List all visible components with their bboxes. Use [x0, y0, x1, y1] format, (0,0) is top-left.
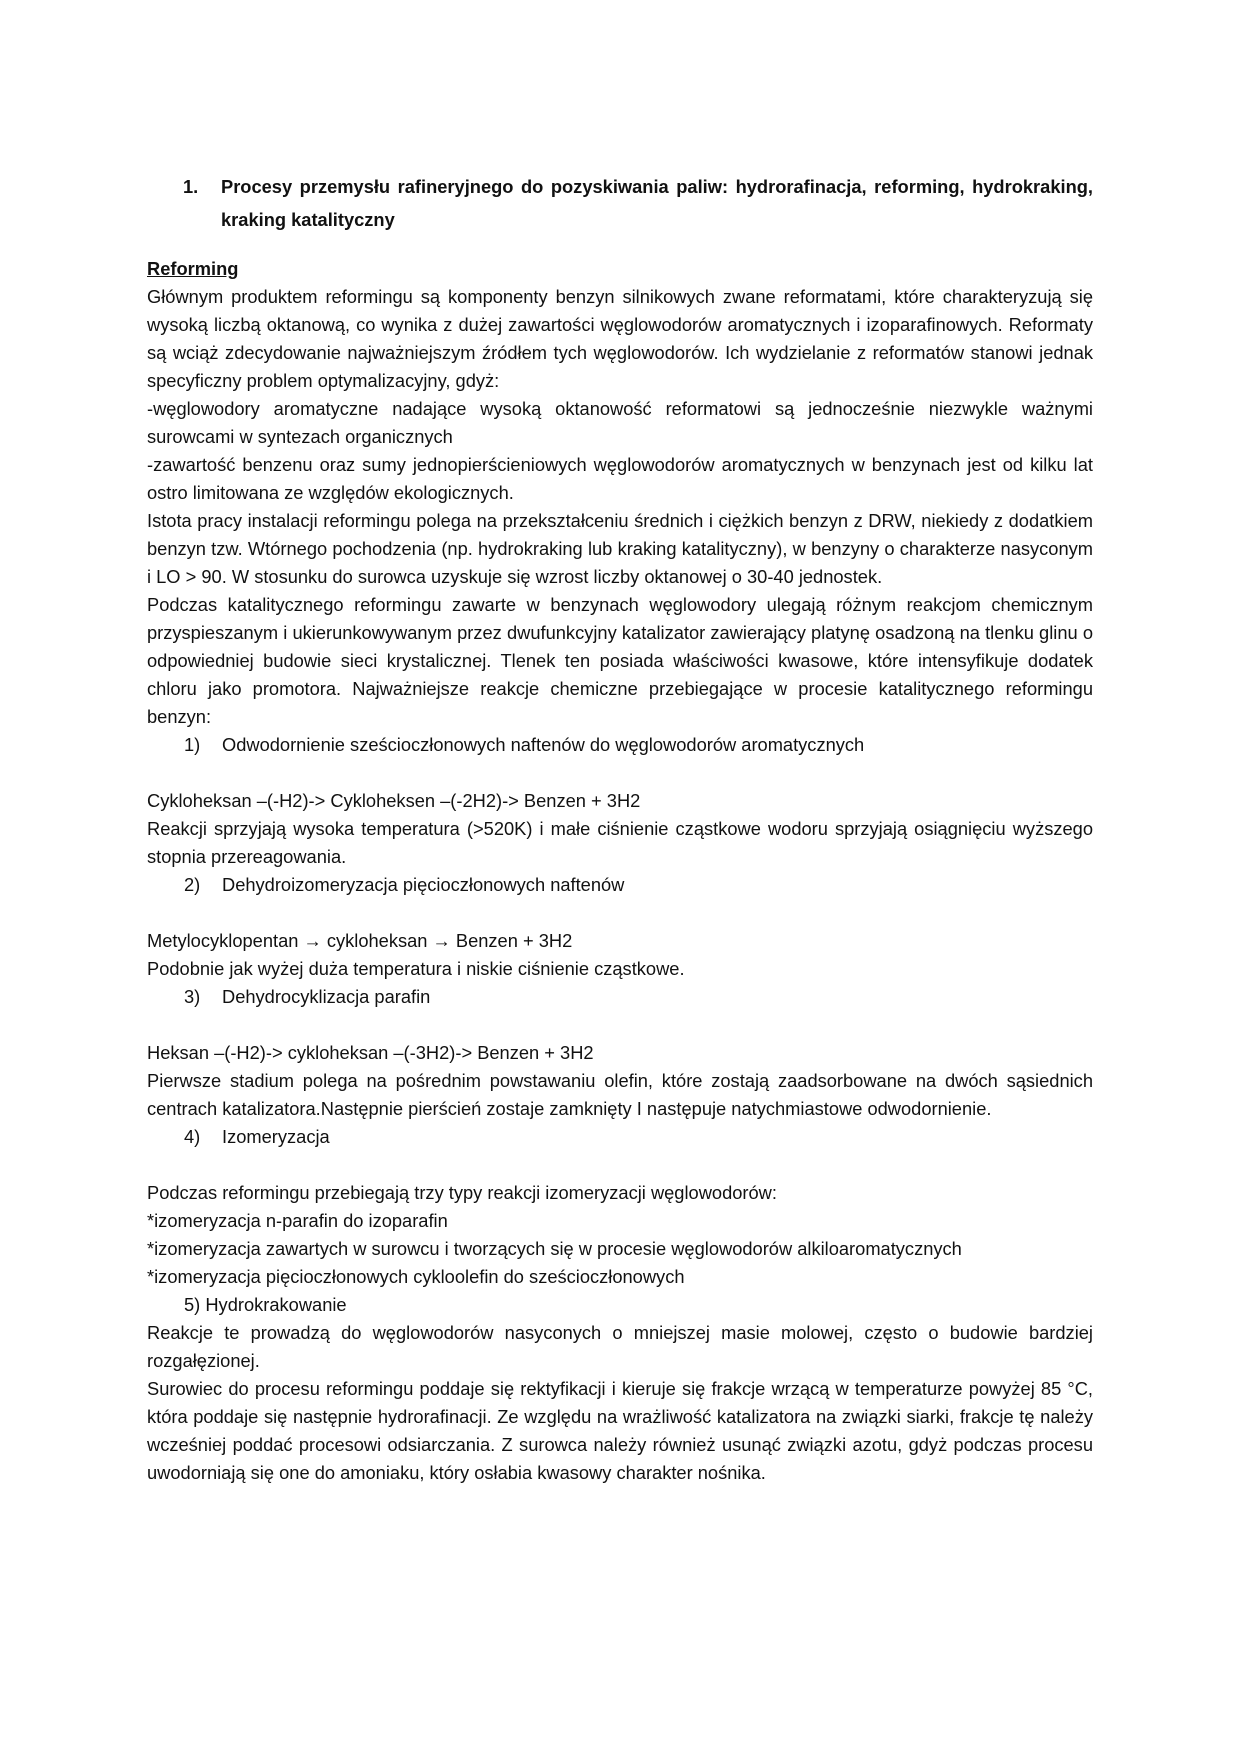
closing-paragraph: Surowiec do procesu reformingu poddaje się rektyfikacji i kieruje się frakcje wrzącą w temperaturze powyżej 85 °C, która poddaje się następnie hydrorafinacji. Ze względu na wrażliwość katalizatora na związki siarki, frakcje tę należy wcześniej poddać procesowi odsiarczania. Z surowca należy również usunąć związki azotu, gdyż podczas procesu uwodorniają się one do amoniaku, który osłabia kwasowy charakter nośnika. [147, 1378, 1093, 1483]
process-description: Istota pracy instalacji reformingu polega na przekształceniu średnich i ciężkich benzyn z DRW, niekiedy z dodatkiem benzyn tzw. Wtórnego pochodzenia (np. hydrokraking lub kraking katalityczny), w benzyny o charakterze nasyconym i LO > 90. W stosunku do surowca uzyskuje się wzrost liczby oktanowej o 30-40 jednostek. [147, 510, 1093, 587]
reaction-3-heading [184, 983, 1093, 1011]
isomerization-item: *izomeryzacja zawartych w surowcu i tworzących się w procesie węglowodorów alkiloaromatycznych [147, 1238, 962, 1259]
reaction-number: 1) [184, 734, 201, 755]
heading-text: Procesy przemysłu rafineryjnego do pozyskiwania paliw: hydrorafinacja, reforming, hydrokraking, kraking katalityczny [221, 176, 1093, 230]
reaction-title: Dehydroizomeryzacja pięcioczłonowych naftenów [222, 874, 625, 895]
reaction-number: 5) [184, 1294, 201, 1315]
spacer [147, 1151, 1093, 1179]
reaction-title: Dehydrocyklizacja parafin [222, 986, 431, 1007]
subsection-title: Reforming [147, 258, 239, 279]
reaction-5-heading [184, 1291, 1093, 1319]
dash-item-1: -węglowodory aromatyczne nadające wysoką oktanowość reformatowi są jednocześnie niezwykle ważnymi surowcami w syntezach organicznych [147, 398, 1093, 447]
reaction-note: Podobnie jak wyżej duża temperatura i niskie ciśnienie cząstkowe. [147, 958, 685, 979]
reaction-title: Izomeryzacja [222, 1126, 330, 1147]
reaction-note: Reakcje te prowadzą do węglowodorów nasyconych o mniejszej masie molowej, często o budowie bardziej rozgałęzionej. [147, 1322, 1093, 1371]
reaction-number: 2) [184, 874, 201, 895]
reaction-number: 4) [184, 1126, 201, 1147]
isomerization-item: *izomeryzacja n-parafin do izoparafin [147, 1210, 448, 1231]
heading-number: 1. [183, 176, 199, 197]
dash-item-2: -zawartość benzenu oraz sumy jednopierścieniowych węglowodorów aromatycznych w benzynach jest od kilku lat ostro limitowana ze względów ekologicznych. [147, 454, 1093, 503]
reaction-1-heading [184, 731, 1093, 759]
intro-paragraph: Głównym produktem reformingu są komponenty benzyn silnikowych zwane reformatami, które charakteryzują się wysoką liczbą oktanową, co wynika z dużej zawartości węglowodorów aromatycznych i izoparafinowych. Reformaty są wciąż zdecydowanie najważniejszym źródłem tych węglowodorów. Ich wydzielanie z reformatów stanowi jednak specyficzny problem optymalizacyjny, gdyż: [147, 286, 1093, 391]
reaction-note: Pierwsze stadium polega na pośrednim powstawaniu olefin, które zostają zaadsorbowane na dwóch sąsiednich centrach katalizatora.Następnie pierścień zostaje zamknięty I następuje natychmiastowe odwodornienie. [147, 1070, 1093, 1119]
spacer [147, 759, 1093, 787]
reaction-number: 3) [184, 986, 201, 1007]
spacer [147, 1011, 1093, 1039]
reaction-equation: Metylocyklopentan → cykloheksan → Benzen + 3H2 [147, 930, 573, 951]
spacer [147, 899, 1093, 927]
reaction-equation: Cykloheksan –(-H2)-> Cykloheksen –(-2H2)-> Benzen + 3H2 [147, 790, 641, 811]
document-page [147, 170, 1093, 1487]
reactions-intro: Podczas katalitycznego reformingu zawarte w benzynach węglowodory ulegają różnym reakcjom chemicznym przyspieszanym i ukierunkowywanym przez dwufunkcyjny katalizator zawierający platynę osadzoną na tlenku glinu o odpowiedniej budowie sieci krystalicznej. Tlenek ten posiada właściwości kwasowe, które intensyfikuje dodatek chloru jako promotora. Najważniejsze reakcje chemiczne przebiegające w procesie katalitycznego reformingu benzyn: [147, 594, 1093, 727]
reaction-4-heading [184, 1123, 1093, 1151]
reaction-2-heading [184, 871, 1093, 899]
isomerization-item: *izomeryzacja pięcioczłonowych cykloolefin do sześcioczłonowych [147, 1266, 685, 1287]
reaction-title: Hydrokrakowanie [205, 1294, 347, 1315]
reaction-title: Odwodornienie sześcioczłonowych naftenów do węglowodorów aromatycznych [222, 734, 865, 755]
reaction-note: Reakcji sprzyjają wysoka temperatura (>520K) i małe ciśnienie cząstkowe wodoru sprzyjają osiągnięciu wyższego stopnia przereagowania. [147, 818, 1093, 867]
isomerization-intro: Podczas reformingu przebiegają trzy typy reakcji izomeryzacji węglowodorów: [147, 1182, 777, 1203]
reaction-equation: Heksan –(-H2)-> cykloheksan –(-3H2)-> Benzen + 3H2 [147, 1042, 594, 1063]
section-heading [183, 170, 1093, 236]
